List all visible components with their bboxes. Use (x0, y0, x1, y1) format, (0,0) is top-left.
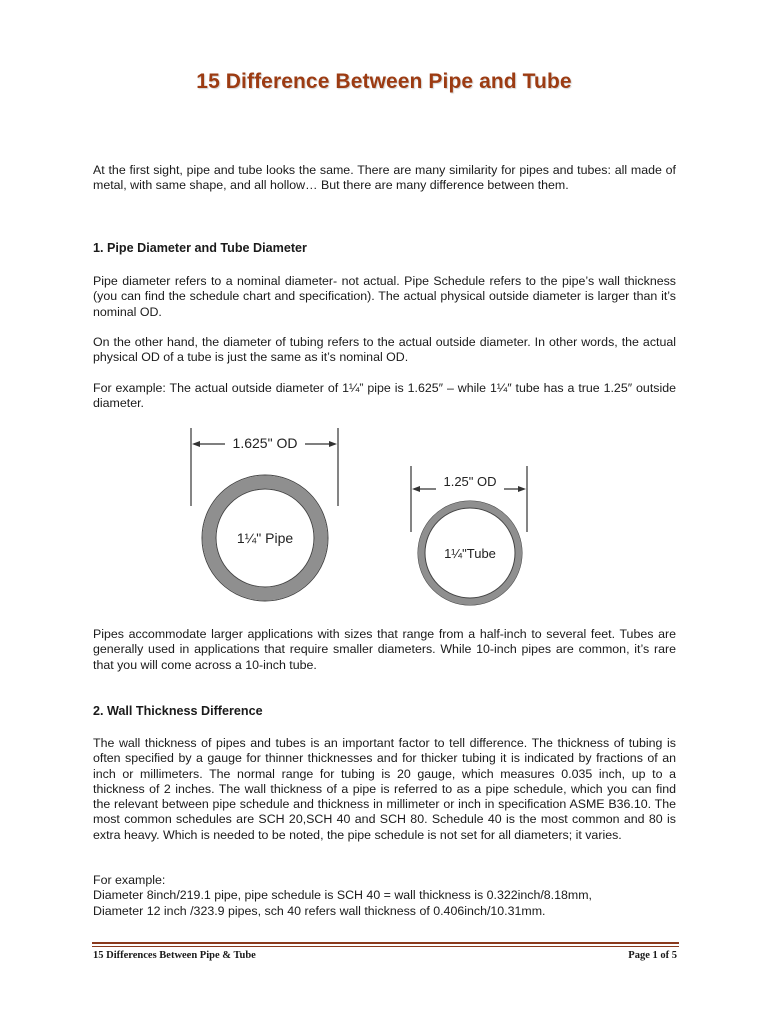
section-1-paragraph-1: Pipe diameter refers to a nominal diameter- not actual. Pipe Schedule refers to the pipe’s wall thickness (you can find the schedule chart and specification). The actual physical outside diameter is larger than it’s nominal OD. (93, 274, 676, 319)
intro-paragraph: At the first sight, pipe and tube looks the same. There are many similarity for pipes and tubes: all made of metal, with same shape, and all hollow… But there are many difference between them. (93, 163, 676, 193)
tube-dimension-label: 1.25" OD (443, 474, 497, 489)
page-title: 15 Difference Between Pipe and Tube (196, 70, 572, 93)
footer-rule-thick (92, 942, 679, 944)
section-1-paragraph-3: For example: The actual outside diameter of 1¼” pipe is 1.625″ – while 1¼″ tube has a true 1.25″ outside diameter. (93, 381, 676, 411)
pipe-dimension-label: 1.625" OD (232, 435, 298, 451)
tube-label: 1¼"Tube (444, 546, 496, 561)
tube-arrow-right-icon (518, 486, 526, 492)
pipe-arrow-left-icon (192, 441, 200, 447)
example-label: For example: (93, 873, 166, 887)
example-line-2: Diameter 12 inch /323.9 pipes, sch 40 refers wall thickness of 0.406inch/10.31mm. (93, 903, 546, 918)
example-line-1: Diameter 8inch/219.1 pipe, pipe schedule is SCH 40 = wall thickness is 0.322inch/8.18mm, (93, 888, 592, 903)
footer-document-title: 15 Differences Between Pipe & Tube (93, 950, 256, 961)
section-1-heading: 1. Pipe Diameter and Tube Diameter (93, 241, 307, 255)
tube-arrow-left-icon (412, 486, 420, 492)
footer-page-number: Page 1 of 5 (628, 950, 677, 961)
section-1-paragraph-4: Pipes accommodate larger applications with sizes that range from a half-inch to several feet. Tubes are generally used in applications that require smaller diameters. While 10-inch pipes are common, it’s rare that you will come across a 10-inch tube. (93, 627, 676, 672)
section-2-examples (93, 873, 676, 919)
section-1-paragraph-2: On the other hand, the diameter of tubing refers to the actual outside diameter. In other words, the actual physical OD of a tube is just the same as it’s nominal OD. (93, 335, 676, 365)
pipe-tube-diagram (180, 422, 540, 608)
footer-rule-thin (92, 946, 679, 947)
section-2-heading: 2. Wall Thickness Difference (93, 704, 263, 718)
pipe-arrow-right-icon (329, 441, 337, 447)
section-2-paragraph-1: The wall thickness of pipes and tubes is an important factor to tell difference. The thickness of tubing is often specified by a gauge for thinner thicknesses and for thicker tubing it is indicated by fractions of an inch or millimeters. The normal range for tubing is 20 gauge, which measures 0.035 inch, up to a thickness of 2 inches. The wall thickness of a pipe is referred to as a pipe schedule, which you can find the relevant between pipe schedule and thickness in millimeter or inch in specification ASME B36.10. The most common schedules are SCH 20,SCH 40 and SCH 80. Schedule 40 is the most common and 80 is extra heavy. Which is needed to be noted, the pipe schedule is not set for all diameters; it varies. (93, 736, 676, 842)
pipe-label: 1¼" Pipe (236, 530, 294, 546)
